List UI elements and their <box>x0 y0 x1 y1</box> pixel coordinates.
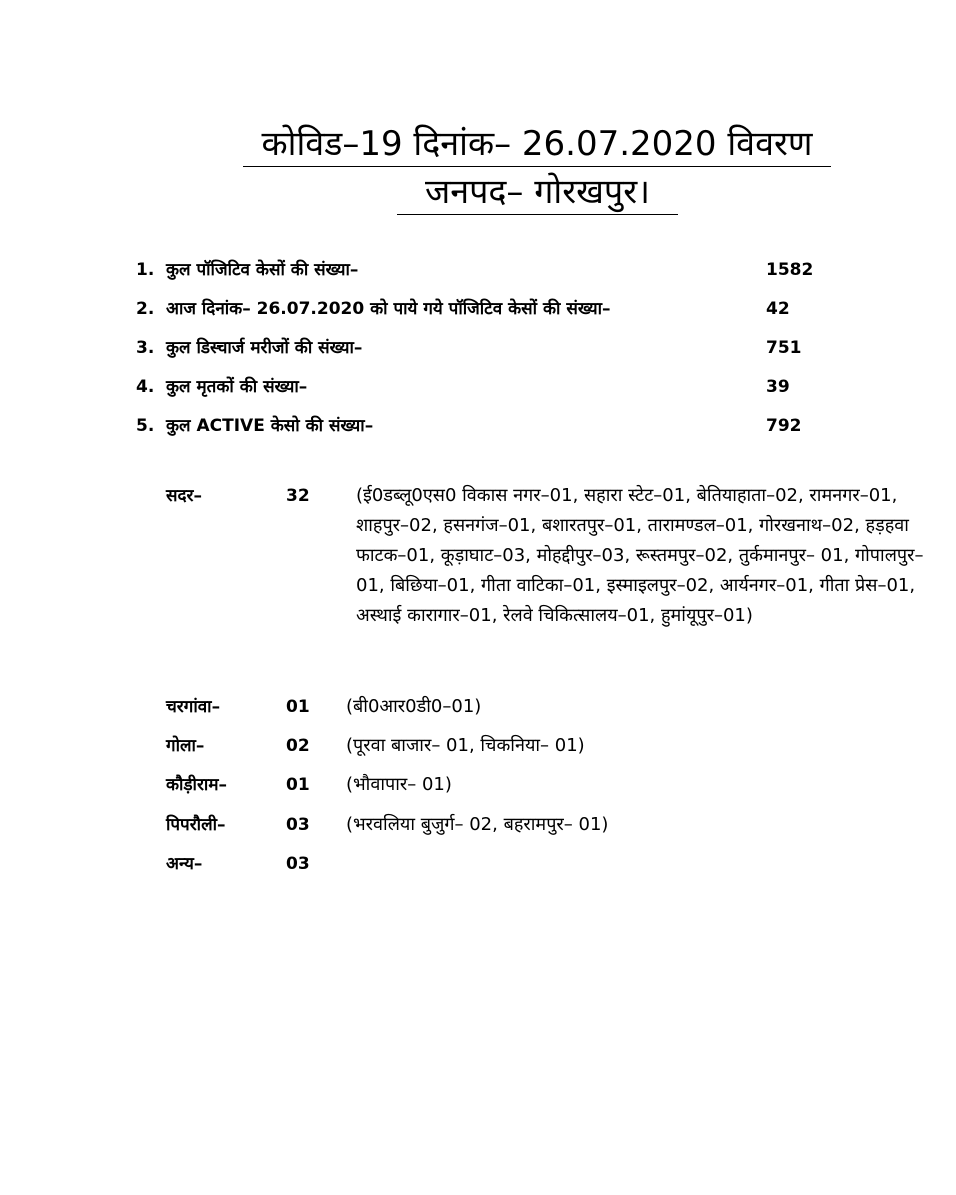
area-locality-list: (ई0डब्लू0एस0 विकास नगर–01, सहारा स्टेट–01, बेतियाहाता–02, रामनगर–01, शाहपुर–02, हसनगंज–01, बशारतपुर–01, तारामण्डल–01, गोरखनाथ–02, हड़हवा फाटक–01, कूड़ाघाट–03, मोहद्दीपुर–03, रूस्तमपुर–02, तुर्कमानपुर– 01, गोपालपुर– 01, बिछिया–01, गीता वाटिका–01, इस्माइलपुर–02, आर्यनगर–01, गीता प्रेस–01, अस्थाई कारागार–01, रेलवे चिकित्सालय–01, हुमांयूपुर–01) <box>356 485 924 626</box>
area-name: चरगांवा– <box>166 697 221 717</box>
summary-row <box>136 411 836 441</box>
summary-value: 792 <box>766 416 802 436</box>
area-locality-list: (बी0आर0डी0–01) <box>346 696 482 717</box>
area-count: 03 <box>286 854 310 874</box>
document-title: कोविड–19 दिनांक– 26.07.2020 विवरण <box>243 124 831 167</box>
summary-label: कुल पॉजिटिव केसों की संख्या– <box>166 260 359 280</box>
summary-number: 3. <box>136 338 155 358</box>
area-name: पिपरौली– <box>166 815 226 835</box>
summary-value: 1582 <box>766 260 814 280</box>
summary-number: 1. <box>136 260 155 280</box>
summary-number: 4. <box>136 377 155 397</box>
summary-row <box>136 255 836 285</box>
area-count: 03 <box>286 815 310 835</box>
summary-row <box>136 333 836 363</box>
district-title: जनपद– गोरखपुर। <box>397 172 678 215</box>
area-name: अन्य– <box>166 854 203 874</box>
area-count: 02 <box>286 736 310 756</box>
area-count: 32 <box>286 486 310 506</box>
summary-label: कुल ACTIVE केसो की संख्या– <box>166 416 374 436</box>
summary-row <box>136 372 836 402</box>
summary-number: 5. <box>136 416 155 436</box>
summary-value: 751 <box>766 338 802 358</box>
summary-label: आज दिनांक– 26.07.2020 को पाये गये पॉजिटिव केसों की संख्या– <box>166 299 611 319</box>
area-locality-list: (भरवलिया बुजुर्ग– 02, बहरामपुर– 01) <box>346 814 609 835</box>
summary-label: कुल मृतकों की संख्या– <box>166 377 308 397</box>
area-locality-list: (भौवापार– 01) <box>346 774 452 795</box>
summary-value: 42 <box>766 299 790 319</box>
area-name: कौड़ीराम– <box>166 775 227 795</box>
area-count: 01 <box>286 697 310 717</box>
summary-label: कुल डिस्चार्ज मरीजों की संख्या– <box>166 338 363 358</box>
summary-row <box>136 294 836 324</box>
area-name: गोला– <box>166 736 205 756</box>
area-locality-list: (पूरवा बाजार– 01, चिकनिया– 01) <box>346 735 585 756</box>
summary-value: 39 <box>766 377 790 397</box>
area-count: 01 <box>286 775 310 795</box>
summary-number: 2. <box>136 299 155 319</box>
area-name: सदर– <box>166 486 202 506</box>
